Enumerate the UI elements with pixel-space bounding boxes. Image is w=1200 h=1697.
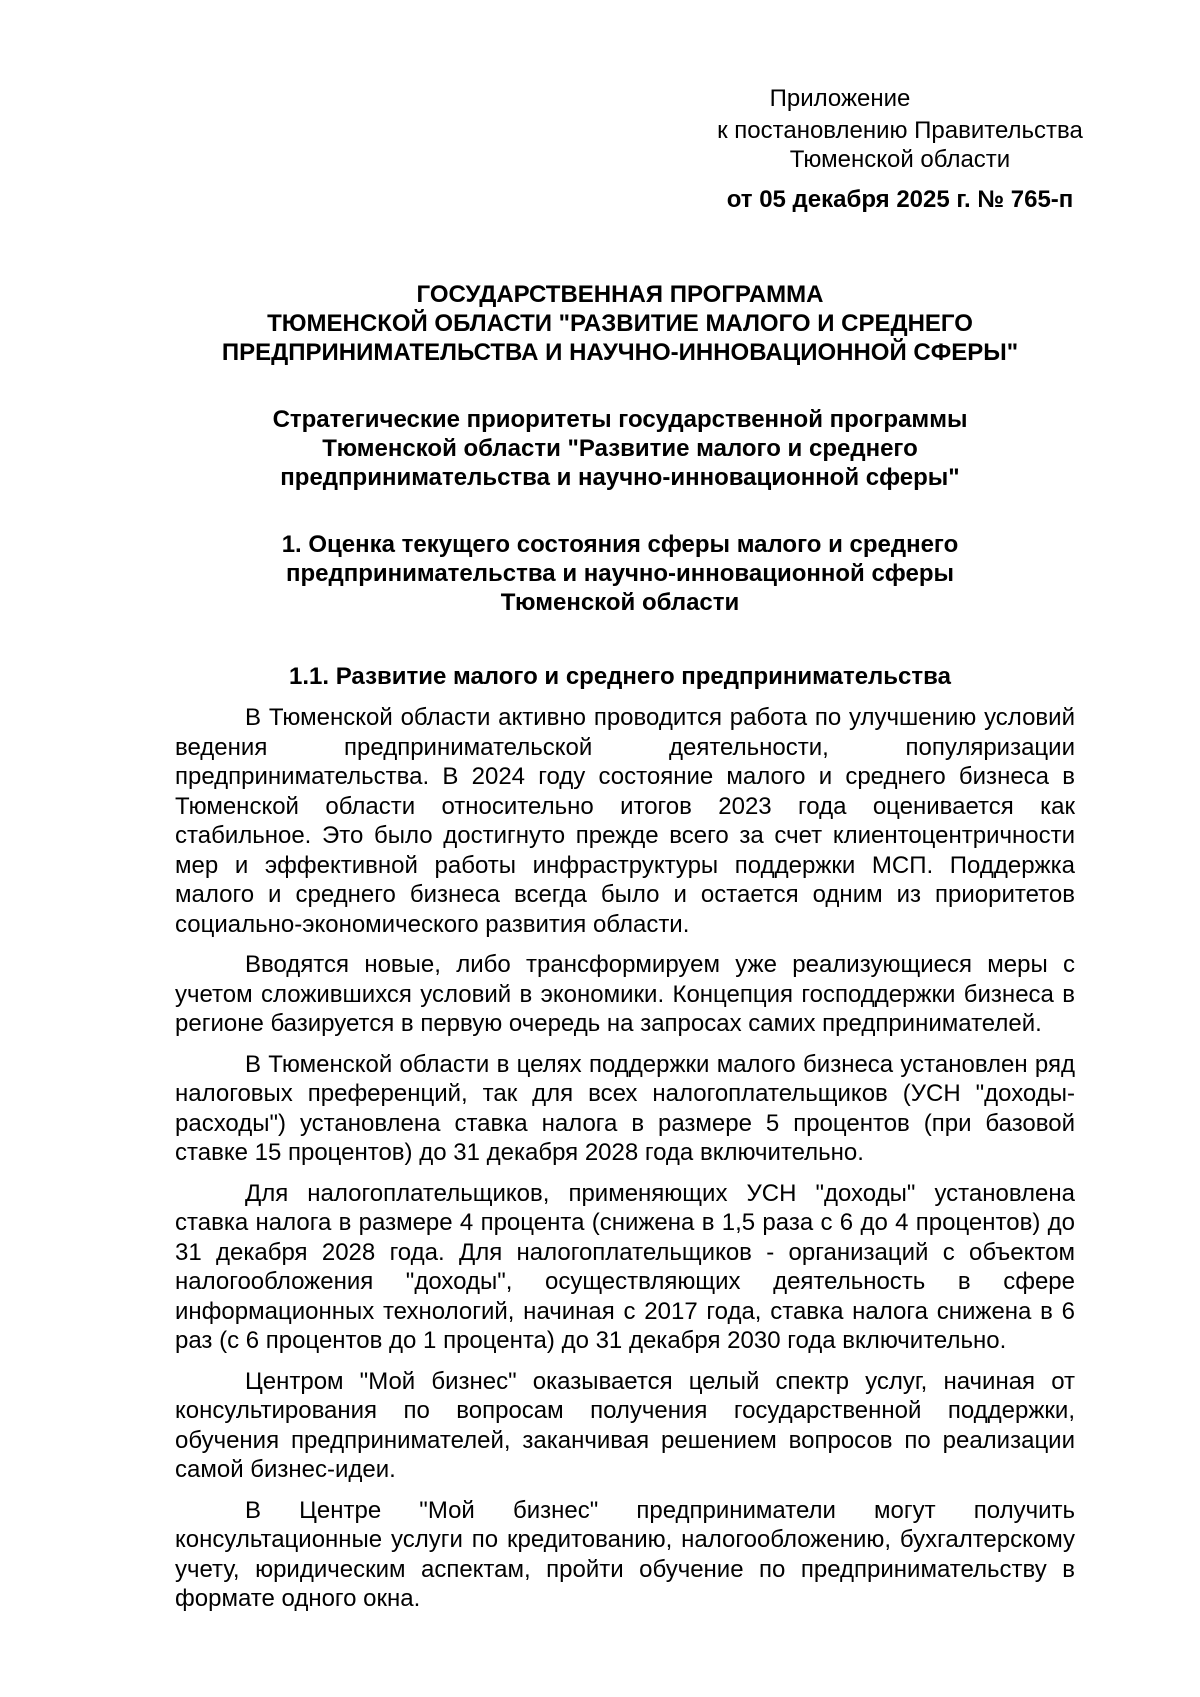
section-1-1-title: 1.1. Развитие малого и среднего предпринимательства xyxy=(289,663,951,690)
program-title-line: ГОСУДАРСТВЕННАЯ ПРОГРАММА xyxy=(416,281,824,308)
strategic-title-line: Тюменской области "Развитие малого и среднего xyxy=(322,435,918,462)
annex-region: Тюменской области xyxy=(789,146,1011,173)
strategic-title-line: Стратегические приоритеты государственной программы xyxy=(272,406,968,433)
paragraph: В Тюменской области в целях поддержки малого бизнеса установлен ряд налоговых преференций, так для всех налогоплательщиков (УСН "доходы-расходы") установлена ставка налога в размере 5 процентов (при базовой ставке 15 процентов) до 31 декабря 2028 года включительно. xyxy=(175,1050,1075,1166)
paragraph: Вводятся новые, либо трансформируем уже реализующиеся меры с учетом сложившихся условий в экономики. Концепция господдержки бизнеса в регионе базируется в первую очередь на запросах самих предпринимателей. xyxy=(175,951,1075,1037)
annex-header xyxy=(660,84,1140,214)
paragraph: В Тюменской области активно проводится работа по улучшению условий ведения предпринимательской деятельности, популяризации предпринимательства. В 2024 году состояние малого и среднего бизнеса в Тюменской области относительно итогов 2023 года оценивается как стабильное. Это было достигнуто прежде всего за счет клиентоцентричности мер и эффективной работы инфраструктуры поддержки МСП. Поддержка малого и среднего бизнеса всегда было и остается одним из приоритетов социально-экономического развития области. xyxy=(175,704,1075,938)
paragraph: Для налогоплательщиков, применяющих УСН "доходы" установлена ставка налога в размере 4 процента (снижена в 1,5 раза с 6 до 4 процентов) до 31 декабря 2028 года. Для налогоплательщиков - организаций с объектом налогообложения "доходы", осуществляющих деятельность в сфере информационных технологий, начиная с 2017 года, ставка налога снижена в 6 раз (с 6 процентов до 1 процента) до 31 декабря 2030 года включительно. xyxy=(175,1179,1075,1354)
strategic-priorities-title xyxy=(170,405,1070,492)
annex-label: Приложение xyxy=(769,85,911,112)
program-title-line: ПРЕДПРИНИМАТЕЛЬСТВА И НАУЧНО-ИННОВАЦИОННОЙ СФЕРЫ" xyxy=(221,339,1019,366)
strategic-title-line: предпринимательства и научно-инновационной сферы" xyxy=(280,464,960,491)
section-1-title xyxy=(170,530,1070,617)
program-title-line: ТЮМЕНСКОЙ ОБЛАСТИ "РАЗВИТИЕ МАЛОГО И СРЕДНЕГО xyxy=(267,310,973,337)
section-1-title-line: предпринимательства и научно-инновационной сферы xyxy=(285,560,954,587)
section-1-title-line: 1. Оценка текущего состояния сферы малого и среднего xyxy=(281,531,959,558)
annex-resolution: к постановлению Правительства xyxy=(717,117,1083,144)
section-1-title-line: Тюменской области xyxy=(500,589,740,616)
paragraph: В Центре "Мой бизнес" предприниматели могут получить консультационные услуги по кредитованию, налогообложению, бухгалтерскому учету, юридическим аспектам, пройти обучение по предпринимательству в формате одного окна. xyxy=(175,1496,1075,1612)
body-text xyxy=(175,703,1075,1625)
program-title xyxy=(170,280,1070,367)
paragraph: Центром "Мой бизнес" оказывается целый спектр услуг, начиная от консультирования по вопросам получения государственной поддержки, обучения предпринимателей, заканчивая решением вопросов по реализации самой бизнес-идеи. xyxy=(175,1367,1075,1483)
annex-date-number: от 05 декабря 2025 г. № 765-п xyxy=(726,186,1074,213)
